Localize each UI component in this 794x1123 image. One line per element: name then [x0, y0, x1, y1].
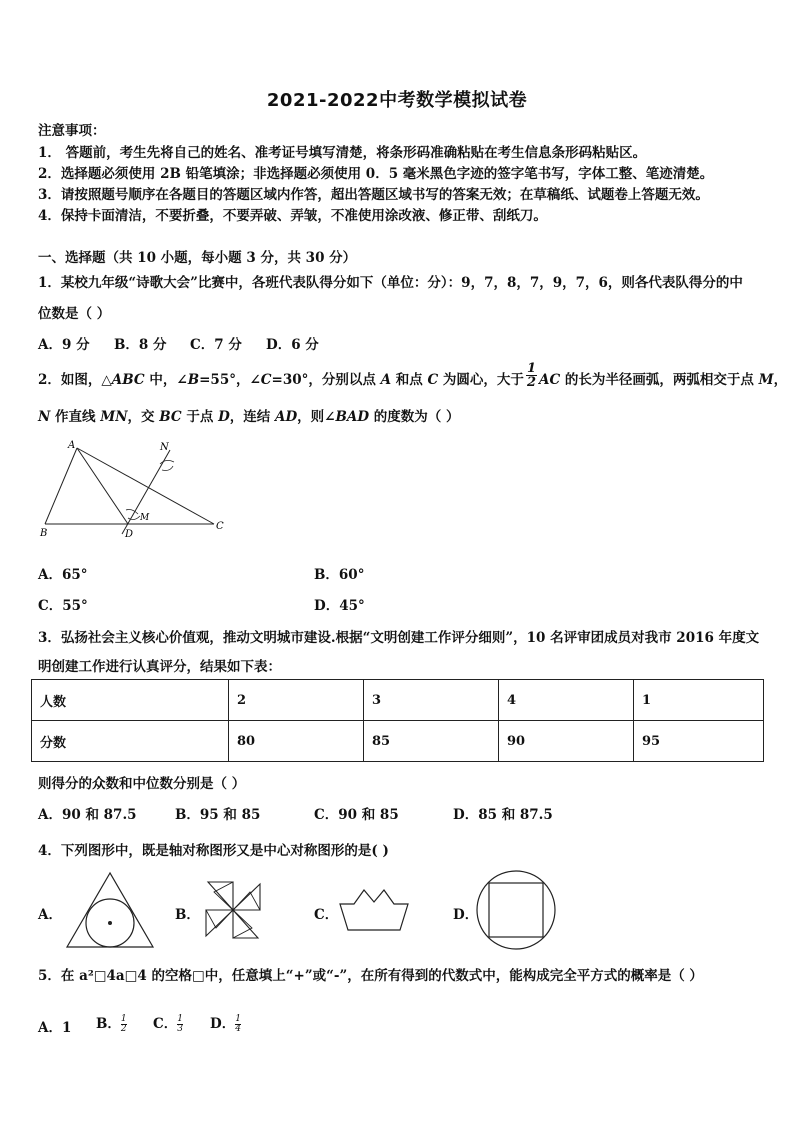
q3-option-c: C．90 和 85	[314, 807, 399, 823]
q3-line1: 3．弘扬社会主义核心价值观，推动文明城市建设.根据“文明创建工作评分细则”，10 名评审团成员对我市 2016 年度文	[38, 630, 760, 646]
q4-figure-c-boat	[336, 884, 412, 934]
q4-option-d: D．	[453, 907, 479, 923]
q4-figure-a-triangle-circle	[64, 870, 156, 950]
q5-option-c: C． $\frac{1}{3}$	[153, 1014, 183, 1034]
label-n: N	[160, 442, 169, 453]
q5-line1: 5．在 a²□4a□4 的空格□中，任意填上“+”或“-”，在所有得到的代数式中，能构成完全平方式的概率是（ ）	[38, 968, 703, 984]
q1-option-d: D．6 分	[266, 337, 319, 353]
q2-option-c: C．55°	[38, 598, 88, 614]
table-cell: 85	[364, 721, 499, 762]
q1-option-c: C．7 分	[190, 337, 242, 353]
score-table	[31, 679, 764, 762]
fraction: $\frac{1}{4}$	[235, 1014, 241, 1034]
notice-item-1: 1． 答题前，考生先将自己的姓名、准考证号填写清楚，将条形码准确粘贴在考生信息条形码粘贴区。	[38, 145, 647, 161]
fraction: $\frac{1}{2}$	[120, 1014, 127, 1034]
q3-line2: 明创建工作进行认真评分，结果如下表：	[38, 659, 281, 675]
q2-option-a: A．65°	[38, 567, 88, 583]
table-cell: 1	[634, 680, 764, 721]
q2-line1: 2．如图，△ABC 中，∠B=55°，∠C=30°，分别以点 A 和点 C 为圆心，大于 $\frac{1}{2}$ AC 的长为半径画弧，两弧相交于点 M，	[38, 361, 788, 390]
arc-m-upper	[126, 510, 138, 515]
table-cell: 90	[499, 721, 634, 762]
q4-line1: 4．下列图形中，既是轴对称图形又是中心对称图形的是( )	[38, 843, 389, 859]
q3-option-b: B．95 和 85	[175, 807, 261, 823]
label-b: B	[40, 528, 48, 539]
arc-n-lower	[162, 466, 173, 471]
table-cell: 95	[634, 721, 764, 762]
fraction: $\frac{1}{3}$	[177, 1014, 183, 1034]
table-cell: 2	[229, 680, 364, 721]
q3-option-d: D．85 和 87.5	[453, 807, 553, 823]
q5-option-b: B． $\frac{1}{2}$	[96, 1014, 127, 1034]
table-cell: 分数	[32, 721, 229, 762]
page-title: 2021-2022中考数学模拟试卷	[266, 90, 528, 111]
q4-option-b: B．	[175, 907, 200, 923]
table-row	[32, 721, 764, 762]
q2-line2: N 作直线 MN，交 BC 于点 D，连结 AD，则∠BAD 的度数为（ ）	[38, 409, 460, 425]
notice-item-3: 3．请按照题号顺序在各题目的答题区域内作答，超出答题区域书写的答案无效；在草稿纸、试题卷上答题无效。	[38, 187, 709, 203]
q3-line3: 则得分的众数和中位数分别是（ ）	[38, 776, 246, 792]
q5-option-a: A．1	[38, 1020, 72, 1036]
q1-line2: 位数是（ ）	[38, 306, 111, 322]
label-m: M	[140, 513, 150, 523]
q4-figure-d-circle-square	[474, 868, 558, 952]
table-cell: 人数	[32, 680, 229, 721]
table-cell: 3	[364, 680, 499, 721]
table-cell: 4	[499, 680, 634, 721]
q2-triangle-figure	[36, 436, 236, 546]
label-c: C	[216, 521, 224, 532]
notice-item-2: 2．选择题必须使用 2B 铅笔填涂；非选择题必须使用 0．5 毫米黑色字迹的签字笔书写，字体工整、笔迹清楚。	[38, 166, 714, 182]
q1-option-a: A．9 分	[38, 337, 90, 353]
notice-item-4: 4．保持卡面清洁，不要折叠，不要弄破、弄皱，不准使用涂改液、修正带、刮纸刀。	[38, 208, 547, 224]
q2-option-d: D．45°	[314, 598, 365, 614]
section-heading: 一、选择题（共 10 小题，每小题 3 分，共 30 分）	[38, 250, 357, 266]
q1-line1: 1．某校九年级“诗歌大会”比赛中，各班代表队得分如下（单位：分）：9，7，8，7，9，7，6，则各代表队得分的中	[38, 275, 743, 291]
q4-option-a: A．	[38, 907, 62, 923]
notice-heading: 注意事项：	[38, 123, 106, 139]
q5-option-d: D． $\frac{1}{4}$	[210, 1014, 241, 1034]
side-ab	[45, 448, 77, 524]
q1-option-b: B．8 分	[114, 337, 167, 353]
label-d: D	[125, 529, 134, 540]
q2-option-b: B．60°	[314, 567, 365, 583]
q2-fraction: $\frac{1}{2}$	[526, 361, 536, 390]
label-a: A	[68, 440, 76, 451]
arc-m-lower	[128, 516, 140, 520]
q4-option-c: C．	[314, 907, 339, 923]
table-row	[32, 680, 764, 721]
segment-ad	[77, 448, 128, 524]
q3-option-a: A．90 和 87.5	[38, 807, 137, 823]
q4-figure-b-pinwheel	[204, 880, 262, 940]
table-cell: 80	[229, 721, 364, 762]
